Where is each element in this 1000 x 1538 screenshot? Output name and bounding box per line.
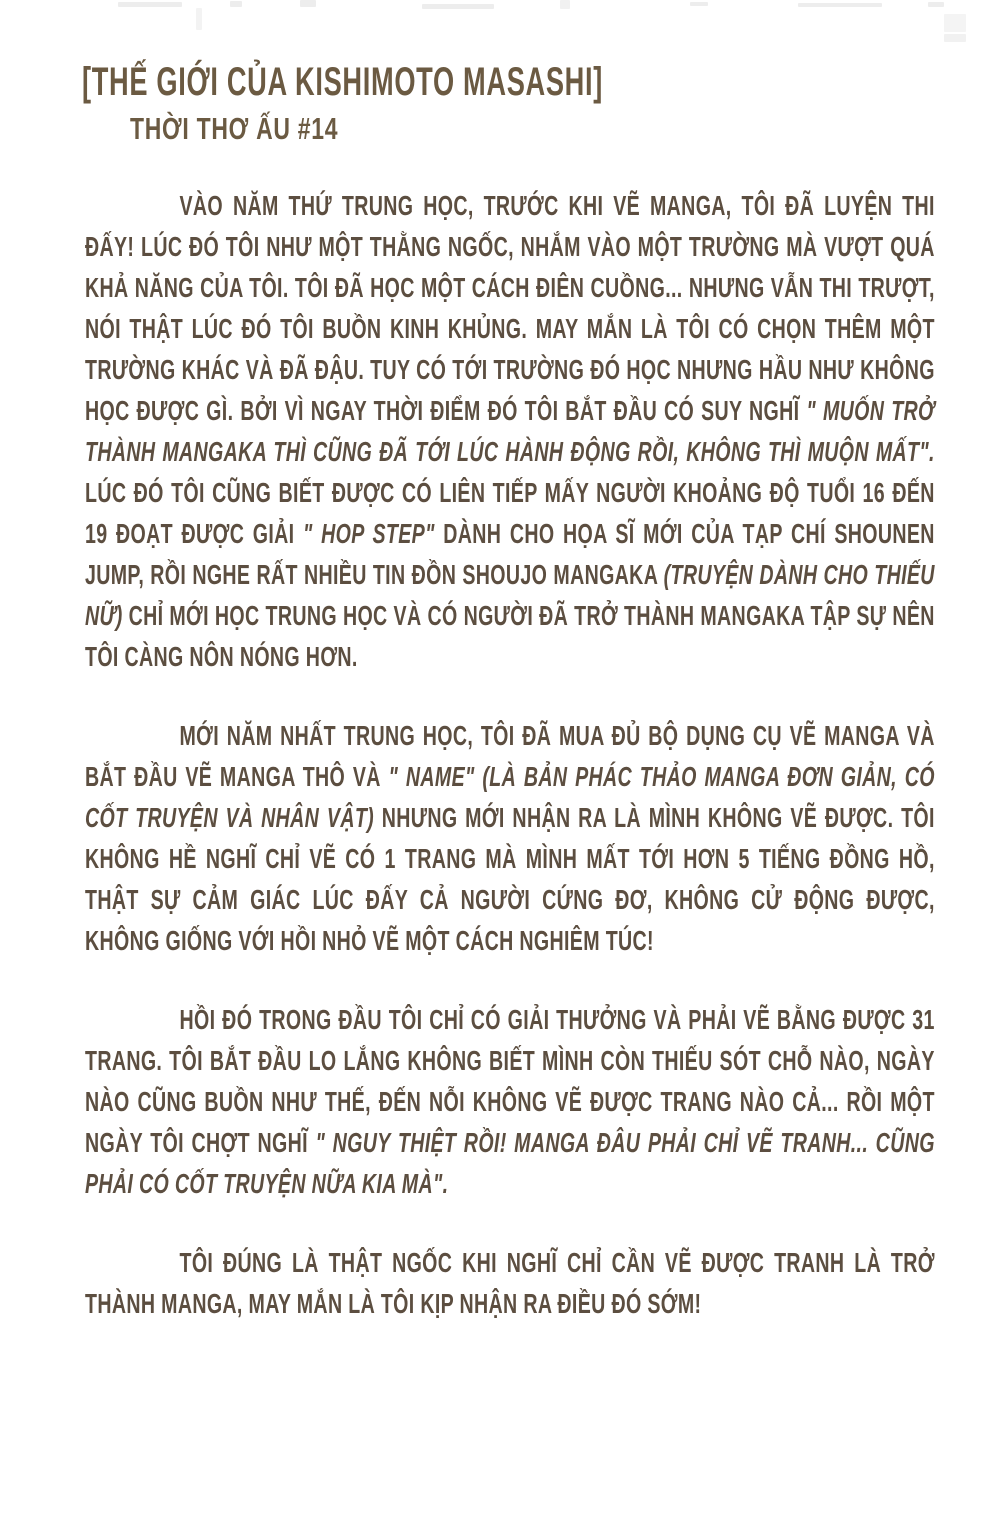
- scan-artifact: [196, 8, 202, 30]
- body-text: MỚI NĂM NHẤT TRUNG HỌC, TÔI ĐÃ MUA ĐỦ BỘ DỤNG CỤ VẼ MANGA VÀ BẮT ĐẦU VẼ MANGA THÔ VÀ: [85, 720, 935, 792]
- quoted-text: (TRUYỆN DÀNH CHO THIẾU NỮ): [85, 559, 935, 631]
- page-header: [82, 60, 848, 146]
- scan-artifact: [690, 2, 708, 6]
- paragraph: [85, 999, 935, 1204]
- scan-artifact: [798, 3, 882, 7]
- scan-artifact: [944, 34, 966, 42]
- quoted-text: " NAME" (LÀ BẢN PHÁC THẢO MANGA ĐƠN GIẢN, CÓ CỐT TRUYỆN VÀ NHÂN VẬT): [85, 761, 935, 833]
- scan-artifact: [560, 0, 570, 9]
- body-text: NHƯNG MỚI NHẬN RA LÀ MÌNH KHÔNG VẼ ĐƯỢC. TÔI KHÔNG HỀ NGHĨ CHỈ VẼ CÓ 1 TRANG MÀ MÌNH MẤT TỚI HƠN 5 TIẾNG ĐỒNG HỒ, THẬT SỰ CẢM GIÁC LÚC ĐẤY CẢ NGƯỜI CỨNG ĐƠ, KHÔNG CỬ ĐỘNG ĐƯỢC, KHÔNG GIỐNG VỚI HỒI NHỎ VẼ MỘT CÁCH NGHIÊM TÚC!: [85, 802, 935, 956]
- body-text: DÀNH CHO HỌA SĨ MỚI CỦA TẠP CHÍ SHOUNEN JUMP, RỒI NGHE RẤT NHIỀU TIN ĐỒN SHOUJO MANGAKA: [85, 518, 935, 590]
- body-text: TÔI ĐÚNG LÀ THẬT NGỐC KHI NGHĨ CHỈ CẦN VẼ ĐƯỢC TRANH LÀ TRỞ THÀNH MANGA, MAY MẮN LÀ TÔI KỊP NHẬN RA ĐIỀU ĐÓ SỚM!: [85, 1247, 935, 1319]
- paragraph: [85, 715, 935, 961]
- body-text: VÀO NĂM THỨ TRUNG HỌC, TRƯỚC KHI VẼ MANGA, TÔI ĐÃ LUYỆN THI ĐẤY! LÚC ĐÓ TÔI NHƯ MỘT THẰNG NGỐC, NHẮM VÀO MỘT TRƯỜNG MÀ VƯỢT QUÁ KHẢ NĂNG CỦA TÔI. TÔI ĐÃ HỌC MỘT CÁCH ĐIÊN CUỒNG... NHƯNG VẪN THI TRƯỢT, NÓI THẬT LÚC ĐÓ TÔI BUỒN KINH KHỦNG. MAY MẮN LÀ TÔI CÓ CHỌN THÊM MỘT TRƯỜNG KHÁC VÀ ĐÃ ĐẬU. TUY CÓ TỚI TRƯỜNG ĐÓ HỌC NHƯNG HẦU NHƯ KHÔNG HỌC ĐƯỢC GÌ. BỞI VÌ NGAY THỜI ĐIỂM ĐÓ TÔI BẮT ĐẦU CÓ SUY NGHĨ: [85, 190, 935, 426]
- scan-artifact: [944, 14, 966, 32]
- scan-artifact: [230, 1, 242, 7]
- body-text: CHỈ MỚI HỌC TRUNG HỌC VÀ CÓ NGƯỜI ĐÃ TRỞ THÀNH MANGAKA TẬP SỰ NÊN TÔI CÀNG NÔN NÓNG HƠN.: [85, 600, 935, 672]
- article-body: [85, 185, 935, 1324]
- quoted-text: " HOP STEP": [302, 518, 435, 549]
- scan-artifact: [118, 2, 182, 7]
- scan-artifact: [300, 0, 316, 7]
- scan-artifact: [422, 4, 494, 9]
- scan-artifact: [928, 2, 944, 7]
- page-title: [THẾ GIỚI CỦA KISHIMOTO MASASHI]: [82, 60, 603, 104]
- page-subtitle: THỜI THƠ ẤU #14: [130, 111, 339, 146]
- body-text: HỒI ĐÓ TRONG ĐẦU TÔI CHỈ CÓ GIẢI THƯỞNG VÀ PHẢI VẼ BẰNG ĐƯỢC 31 TRANG. TÔI BẮT ĐẦU LO LẮNG KHÔNG BIẾT MÌNH CÒN THIẾU SÓT CHỖ NÀO, NGÀY NÀO CŨNG BUỒN NHƯ THẾ, ĐẾN NỖI KHÔNG VẼ ĐƯỢC TRANG NÀO CẢ... RỒI MỘT NGÀY TÔI CHỢT NGHĨ: [85, 1004, 935, 1158]
- quoted-text: " NGUY THIỆT RỒI! MANGA ĐÂU PHẢI CHỈ VẼ TRANH... CŨNG PHẢI CÓ CỐT TRUYỆN NỮA KIA MÀ".: [85, 1127, 935, 1199]
- body-text: LÚC ĐÓ TÔI CŨNG BIẾT ĐƯỢC CÓ LIÊN TIẾP MẤY NGƯỜI KHOẢNG ĐỘ TUỔI 16 ĐẾN 19 ĐOẠT ĐƯỢC GIẢI: [85, 477, 935, 549]
- quoted-text: " MUỐN TRỞ THÀNH MANGAKA THÌ CŨNG ĐÃ TỚI LÚC HÀNH ĐỘNG RỒI, KHÔNG THÌ MUỘN MẤT".: [85, 395, 935, 467]
- paragraph: [85, 1242, 935, 1324]
- paragraph: [85, 185, 935, 677]
